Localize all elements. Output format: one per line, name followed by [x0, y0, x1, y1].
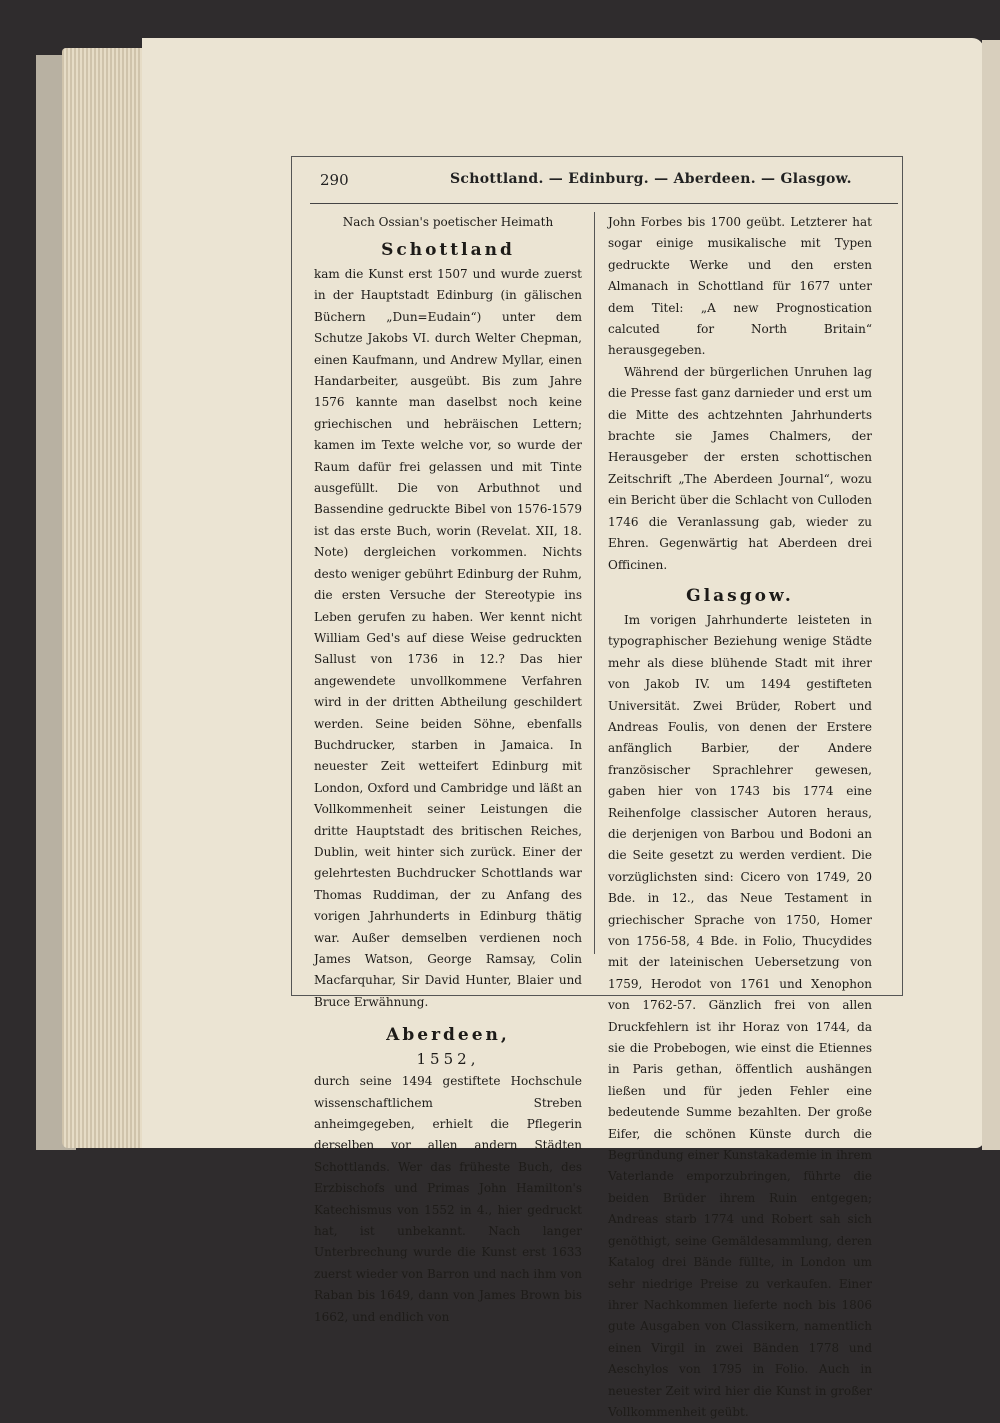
heading-schottland: Schottland: [381, 240, 515, 260]
running-header: [300, 168, 892, 192]
paragraph-aberdeen: durch seine 1494 gestiftete Hochschule wissenschaftlichem Streben anheimgegeben, erhielt die Pflegerin derselben vor allen andern Städten Schottlands. Wer das früheste Buch, des Erzbischofs und Primas John Hamilton's Katechismus von 1552 in 4., hier gedruckt hat, ist unbekannt. Nach langer Unterbrechung wurde die Kunst erst 1633 zuerst wieder von Barron und nach ihm von Raban bis 1649, dann von James Brown bis 1662, und endlich von: [314, 1074, 582, 1324]
facing-page-edge: [982, 40, 1000, 1150]
year-aberdeen: 1552,: [416, 1050, 480, 1069]
left-column: [314, 212, 582, 1328]
right-column: [608, 212, 872, 1423]
paragraph-aberdeen-cont: John Forbes bis 1700 geübt. Letzterer hat sogar einige musikalische mit Typen gedruckte Werke und den ersten Almanach in Schottland für 1677 unter dem Titel: „A new Prognostication calcuted for North Britain“ herausgegeben.: [608, 215, 872, 358]
paragraph-glasgow: Im vorigen Jahrhunderte leisteten in typographischer Beziehung wenige Städte mehr als diese blühende Stadt mit ihrer von Jakob IV. um 1494 gestifteten Universität. Zwei Brüder, Robert und Andreas Foulis, von denen der Erstere anfänglich Barbier, der Andere französischer Sprachlehrer gewesen, gaben hier von 1743 bis 1774 eine Reihenfolge classischer Autoren heraus, die derjenigen von Barbou und Bodoni an die Seite gesetzt zu werden verdient. Die vorzüglichsten sind: Cicero von 1749, 20 Bde. in 12., das Neue Testament in griechischer Sprache von 1750, Homer von 1756-58, 4 Bde. in Folio, Thucydides mit der lateinischen Uebersetzung von 1759, Herodot von 1761 und Xenophon von 1762-57. Gänzlich frei von allen Druckfehlern ist ihr Horaz von 1744, da sie die Probebogen, wie einst die Etiennes in Paris gethan, öffentlich aushängen ließen und für jeden Fehler eine bedeutende Summe bezahlten. Der große Eifer, die schönen Künste durch die Begründung einer Kunstakademie in ihrem Vaterlande emporzubringen, führte die beiden Brüder ihrem Ruin entgegen; Andreas starb 1774 und Robert sah sich genöthigt, seine Gemäldesammlung, deren Katalog drei Bände füllte, in London um sehr niedrige Preise zu verkaufen. Einer ihrer Nachkommen lieferte noch bis 1806 gute Ausgaben von Classikern, namentlich einen Virgil in zwei Bänden 1778 und Aeschylos von 1795 in Folio. Auch in neuester Zeit wird hier die Kunst in großer Vollkommenheit geübt.: [608, 612, 872, 1419]
heading-aberdeen: Aberdeen,: [386, 1025, 510, 1046]
heading-glasgow: Glasgow.: [686, 585, 794, 606]
paragraph-aberdeen-unrest: Während der bürgerlichen Unruhen lag die Presse fast ganz darnieder und erst um die Mitte des achtzehnten Jahrhunderts brachte sie James Chalmers, der Herausgeber der ersten schottischen Zeitschrift „The Aberdeen Journal“, wozu ein Bericht über die Schlacht von Culloden 1746 die Veranlassung gab, wieder zu Ehren. Gegenwärtig hat Aberdeen drei Officinen.: [608, 364, 872, 572]
intro-line: Nach Ossian's poetischer Heimath: [342, 215, 554, 229]
header-title: Schottland. — Edinburg. — Aberdeen. — Glasgow.: [450, 171, 852, 187]
column-divider: [594, 212, 595, 954]
header-rule: [310, 203, 898, 204]
paragraph-schottland: kam die Kunst erst 1507 und wurde zuerst in der Hauptstadt Edinburg (in gälischen Büchern „Dun=Eudain“) unter dem Schutze Jakobs VI. durch Welter Chepman, einen Kaufmann, und Andrew Myllar, einen Handarbeiter, ausgeübt. Bis zum Jahre 1576 kannte man daselbst noch keine griechischen und hebräischen Lettern; kamen im Texte welche vor, so wurde der Raum dafür frei gelassen und mit Tinte ausgefüllt. Die von Arbuthnot und Bassendine gedruckte Bibel von 1576-1579 ist das erste Buch, worin (Revelat. XII, 18. Note) dergleichen vorkommen. Nichts desto weniger gebührt Edinburg der Ruhm, die ersten Versuche der Stereotypie ins Leben gerufen zu haben. Wer kennt nicht William Ged's auf diese Weise gedruckten Sallust von 1736 in 12.? Das hier angewendete unvollkommene Verfahren wird in der dritten Abtheilung geschildert werden. Seine beiden Söhne, ebenfalls Buchdrucker, starben in Jamaica. In neuester Zeit wetteifert Edinburg mit London, Oxford und Cambridge und läßt an Vollkommenheit seiner Leistungen die dritte Hauptstadt des britischen Reiches, Dublin, weit hinter sich zurück. Einer der gelehrtesten Buchdrucker Schottlands war Thomas Ruddiman, der zu Anfang des vorigen Jahrhunderts in Edinburg thätig war. Außer demselben verdienen noch James Watson, George Ramsay, Colin Macfarquhar, Sir David Hunter, Blaier und Bruce Erwähnung.: [314, 267, 582, 1009]
page-number: 290: [320, 171, 349, 189]
